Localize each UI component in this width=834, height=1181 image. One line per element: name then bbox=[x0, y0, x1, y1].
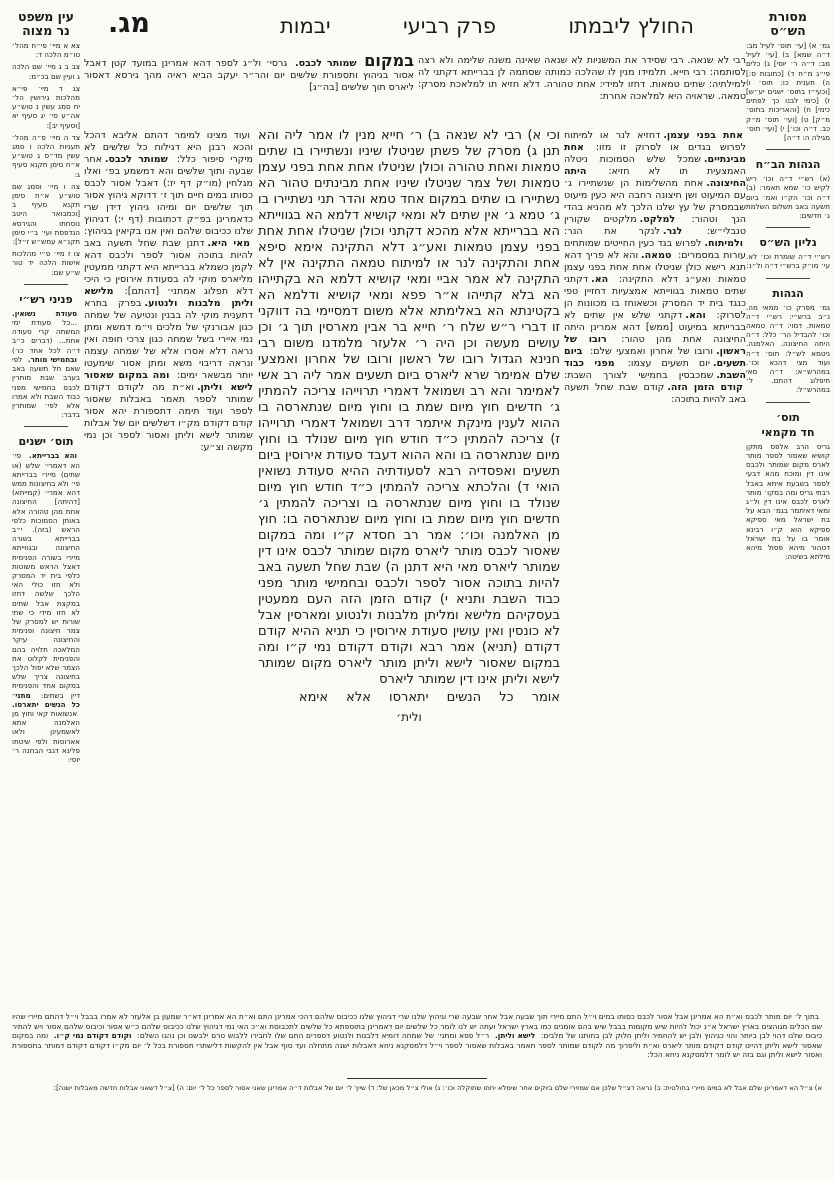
dibur-header: מלישא וליתן מלבנות ולנטוע. bbox=[84, 286, 253, 309]
dibur-text: דקתני שלש אין שתים לא בברייתא במיעוט [ממש] דהא אמרינן היתה החיצונה אחת מהן טהור: bbox=[564, 310, 746, 345]
dibur-header: ומה במקום שאסור לישא וליתן. bbox=[84, 370, 253, 393]
daf-number: מג. bbox=[108, 8, 150, 39]
dibur-header: היתה החיצונה. bbox=[564, 166, 746, 189]
dibur-header: ולמיתוח. bbox=[704, 238, 743, 249]
dibur-header: לישא וליתן. bbox=[494, 1031, 536, 1041]
dibur-header: סעודת נשואין. bbox=[12, 308, 77, 318]
masoret-hashas-refs: גמ׳ א) [עי׳ תוס׳ לעיל מב: ד״ה שמא] ב) [עי׳ לעיל מב: ד״ה ר׳ יוסי] ג) כלים פי״ג מ״ח ד) [כתובות ס:] ה) תענית כו: תוס׳ ו) [וכעי״ז בתוס׳ ישנים יע״ש] ז) [כימי לבנו כך לפתים כימי] ח) [והאריכות בתוס׳ מ״ק] ט) [ועי׳ תוס׳ מ״ק כב. ד״ה וכו׳] י) [ועי׳ תוס׳ מגילה ה: ד״ה] bbox=[746, 41, 830, 143]
dibur-header: אחת בפני עצמן. bbox=[663, 130, 743, 141]
dibur-header: והא. bbox=[685, 310, 706, 321]
footnote-divider bbox=[347, 1078, 487, 1079]
gilyon-hashas-body: רש״י ד״ה שומרת וכו׳ לא. עי׳ מו״ק ברש״י ד״ה ול״נ: bbox=[746, 252, 830, 271]
dibur-text: ורובו של אחרון ואמצעי שלם: bbox=[590, 346, 713, 357]
dibur-text: והא לא פריך דהא תנא רישא כולן שניטלו אחת אחת בפני עצמן טמאות ואע״ג דלא התקינה: bbox=[564, 250, 746, 285]
tosafot-chad-mikamai-title-line2: חד מקמאי bbox=[761, 425, 815, 439]
ein-mishpat-entry: צג ד מיי׳ פי״א מהלכות גירושין הל׳ יח סמג עשין נ טוש״ע אה״ע סי׳ יג סעיף יא [וסעיף יב]: bbox=[12, 83, 80, 130]
hagahot-body: גמ׳ מפרק כו׳ ממאי מה. נ״ב ברש״י: רש״י ד״ה טמאות. דמוי: ד״ה טמאה וכו׳ להבדיל הר׳ כלל: ד״ה היתה החיצונה. האלמנה. ניטמא לש״ל: תוס׳ ד״ה ועוד מצי דהכא וכו׳. במהרש״א: ד״ה מאי תיפלוג דהתם. ל׳ במהרש״ל: bbox=[746, 302, 830, 395]
left-margin-column bbox=[12, 10, 80, 764]
tosafot-column bbox=[84, 130, 253, 454]
dibur-text: פי׳ הא דאמרי׳ שלש (או שתים) מיירי בברייתא פי׳ ולא בחיצונות ממש דהא אמרי׳ (קמייתא) [דהיתה] החיצונה אחת מהן טהורה אלא באותן הסמוכות כלפי הראש (בזה). י״ב בברייתא בשורה החיצונה ובגווייתא מיירי בשורה הפנימית דאצל הראש משוטות כלפי בית יד המסרק ולא חזו כולי האי הלכך שלשה דחזו במקצת אבל שתים לא חזו מידי כי שתי שורות יש למסרק של צמר חיצונה ופנימית והחיצונה עיקר המלאכה תלויה בהם והפנימית לקלוט את הצמר שלא יפול הלכך בחיצונה צריך שלש במקום אחד והפנימית דיין בשתים: bbox=[12, 451, 80, 700]
ein-mishpat-title-line1: עין משפט bbox=[18, 9, 74, 24]
rashi-column bbox=[564, 130, 746, 406]
section-divider bbox=[24, 284, 68, 285]
ein-mishpat-entry: צו ז מיי׳ פ״י מהלכות אישות הלכה יד טור ש״ע שם: bbox=[12, 249, 80, 277]
dibur-text: אחר שבעה ותוך שלשים והא דמשמע בפ׳ ואלו מגלחין (מו״ק דף יז:) דאבל אסור לכבס כסותו במים חיים תוך ז׳ דדוקא גיהוץ אסור תוך שלשים יום ומיהו גיהוץ דידן שרי כדאמרינן בפ״ק דכתובות (דף י:) דגיהוץ שלנו ככיבוס שלהם ואין אנו בקיאין בגיהוץ: bbox=[84, 154, 253, 237]
ein-mishpat-entry: צד ה מיי׳ פ״ה מהל׳ תעניות הלכה ו סמג עשין מד״ס ג טוש״ע א״ח סימן תקנא סעיף ג: bbox=[12, 132, 80, 179]
ein-mishpat-entry: צה ו מיי׳ וסמג שם טוש״ע א״ח סימן תקנא סעיף ב [וכמבואר היטב נוסחתו והגירסא הנדפסת ועי׳ ב״י סימן תקנ״א עמש״ש ז״ל]: bbox=[12, 181, 80, 247]
dibur-text: דקתני שתים טמאות בגווייתא אמצעיות דחזיין טפי כנגד בית יד המסרק וכשאוחז בו מכוונות הן לסרוק: bbox=[564, 274, 746, 321]
ein-mishpat-entry: צא א מיי׳ פי״ח מהל׳ טו״מ הלכה ד: bbox=[12, 41, 80, 60]
dibur-header: למלקט. bbox=[639, 214, 676, 225]
dibur-text: ועוד מצינו למימר דהתם אליבא דהכל והכא רבנן היא דגילוח כל שלשים לא מיקרי סיפור כלל: bbox=[84, 130, 253, 165]
dibur-text: ומה במקום שאסור לישא וליתן דהיינו קודם דקודם מותר ליארס וא״ת וליפרוך מה לקודם שמותר לספר תאמר באבלות שאסור לספר וי״ל דלמסקנא ניחא דאבלות ישנה מתחלה ועד סוף אבל אין להקשות דלישתרי תספורת בכל ל׳ יום מק״ו דקודם דקודם דמותר בתספורת ואסור לישא וליתן וגם בזה יש לומר דלמסקנא ניחא הכל: bbox=[12, 1031, 822, 1060]
dibur-header: והא בברייתא. bbox=[29, 451, 77, 461]
dibur-text: לפי שאם חל תשעה באב בערב שבת מותרין לכבס בחמישי מפני כבוד השבת ולא אמרו אלא לפי׳ שמותרין בדבר: bbox=[12, 354, 80, 420]
dibur-text: גרסי׳ ול״ג לספר דהא אמרינן במועד קטן דאבל אסור בגיהוץ ותספורת שלשים יום והר״ר יעקב הביא ראיה מהך גירסא דאסור ליארס תוך שלשים [בה״ג] bbox=[84, 58, 414, 93]
tosafot-chad-mikamai-body: גריס הרב אלפס מתקן קושיא שאסור לספר מותר לארס מקום שמותר ולכבס אינו דין ומוכח מהא דבעי לספר בשבעת איתא באבל רבתי גריס ומה במקו׳ מותר לארס לכבס אינו דין ול״ג ומאי דאיתמר בגמ׳ הבא על בת ישראל מאי ספיקא ספיקא הוא ק״ו רבינא אומר בו על בת ישראל דטהור מיהא פסול מיהא מילתא בשיטה: bbox=[746, 441, 830, 562]
gemara-text: וכי א) רבי לא שנאה ב) ר׳ חייא מנין לו אמר ליה והא תנן ג) מסרק של פשתן שניטלו שיניו ונשתיירו בו שתים טמאות ואחת טהורה וכולן שניטלו אחת אחת בפני עצמן טמאות ושל צמר שניטלו שיניו אחת מבינתים טהור הא נשתיירו בו שתים במקום אחד טמא והדר תני נשתיירו בו ג׳ טמא ג׳ אין שתים לא ומאי קושיא דלמא הא בגווייתא הא בברייתא אלא מהכא דקתני וכולן שניטלו אחת אחת בפני עצמן טמאות ואע״ג דלא התקינה אימא סיפא אחת והתקינה לנר או למיתוח טמאה התקינה אין לא התקינה לא אמר אביי ומאי קושיא דלמא הא בקתייהו הא בלא קתייהו א״ר פפא ומאי קושיא ודלמא הא בקטינתא הא באלימתא אלא משום דמסיימי בה דווקני זו דברי ר״ש שלח ר׳ חייא בר אבין מארסין תוך ג׳ וכן עושים מעשה וכן היה ר׳ אלעזר מלמדנו משום רבי חנינא הגדול רובו של ראשון ורובו של אחרון ואמצעי שלם אמימר שרא ליארס ביום תשעים אמר ליה רב אשי לאמימר והא רב ושמואל דאמרי תרוייהו צריכה להמתין ג׳ חדשים חוץ מיום שמת בו וחוץ מיום שנתארסה בו ההוא לענין מינקת איתמר דרב ושמואל דאמרי תרוייהו ז) צריכה להמתין כ״ד חודש חוץ מיום שנולד בו וחוץ מיום שנתארסה בו והא ההוא דעבד סעודת אירוסין ביום תשעים ואפסדיה רבא לסעודתיה ההיא סעודת נשואין הואי ד) והלכתא צריכה להמתין כ״ד חודש חוץ מיום שנולד בו וחוץ מיום שנתארסה בו וצריכה להמתין ג׳ חדשים חוץ מיום שמת בו וחוץ מיום שנתארסה בו: חוץ מן האלמנה וכו׳: אמר רב חסדא ק״ו ומה במקום שאסור לכבס מותר ליארס מקום שמותר לכבס אינו דין שמותר ליארס מאי היא דתנן ה) שבת שחל תשעה באב להיות בתוכה אסור לספר ולכבס ובחמישי מותר מפני כבוד השבת ותניא י) קודם הזמן הזה העם ממעטין בעסקיהם מלישא ומליתן מלבנות ולנטוע ומארסין אבל לא כונסין ואין עושין סעודת אירוסין כי תניא ההיא קודם דקודם (תניא) אמר רבא וקודם דקודם נמי ק״ו ומה במקום שאסור לישא וליתן מותר ליארס מקום שמותר לישא וליתן אינו דין שמותר ליארס bbox=[258, 128, 560, 687]
bottom-overflow-block bbox=[12, 1012, 822, 1060]
dibur-text: בתוך ל׳ יום מותר לכבס וא״ת הא אמרינן אבל אסור לכבס כסותו במים וי״ל התם מיירי תוך שבעה אבל אחר שבעה שרי וגיהוץ שלנו שרי דגיהוץ שלנו ככיבוס שלהם דהכי אמרינן התם וא״ת הא אמרינן דא״ר שמעון בן אלעזר לא אמרו בבבל וי״ל דהתם מיירי שהיו שם הכלים מגוהצים בארץ ישראל א״נ יכול להיות שיש מקומות בבבל שיש בהם אומנים כמו בארץ ישראל ועתה יש לנו לומר כל שלשים יום דאמרינן בתוספתא כל שלשים לתכבוסת וא״כ האי נמי דגיהוץ שלנו ככיבוס שלהם כ״ש אסור וכיבוס שלהם אסור ויש להתיר כיבוס שלנו דהוי לבן ביותר והוי כגיהוץ ולבן יש להחמיר וליתן חלוק לבן בחותנו של מלבים: bbox=[12, 1012, 823, 1041]
gemara-column bbox=[258, 128, 560, 724]
dibur-header: מפני כבוד השבת. bbox=[564, 358, 746, 381]
dibur-header: ביום תשעים. bbox=[564, 346, 746, 369]
hagahot-title: הגהות bbox=[772, 286, 804, 300]
hagahot-bach-body: (א) רש״י ד״ה וכו׳ ריש לקיש כו׳ שמא תאמר: (ב) ד״ה וכו׳ הק״ו ואמ׳ ביום תשעה באב תשלום השלמת ג׳ חדשים: bbox=[746, 174, 830, 221]
gemara-catchword: ולית׳ bbox=[396, 710, 422, 724]
dibur-header: שמותר לכבס. bbox=[104, 154, 168, 165]
dibur-text: דחזיא לנר או למיתוח לפרוש בגדים או לסרוק זו מזו: bbox=[564, 130, 746, 153]
masthead bbox=[280, 14, 694, 38]
tosafot-top-block bbox=[84, 51, 414, 94]
masoret-hashas-title-line1: מסורת bbox=[769, 9, 807, 24]
dibur-header: ובחמישי מותר. bbox=[27, 354, 77, 364]
chapter-title: החולץ ליבמתו bbox=[568, 14, 694, 38]
masoret-hashas-title-line2: הש״ס bbox=[770, 23, 806, 38]
dibur-text: יום תשעים עצמו: bbox=[627, 358, 710, 369]
dibur-text: אנשואות קאי וחוץ מן האלמנה אתא לאשמעינן ולאו אארוסות ולפי שיטתו פליגא דגבי הבחנה ר׳ יוסי: bbox=[12, 709, 80, 765]
dibur-header: רובו של ראשון. bbox=[564, 334, 746, 357]
section-divider bbox=[766, 278, 810, 279]
dibur-header: אחת מבינתיים. bbox=[564, 142, 746, 165]
masechet-title: יבמות bbox=[280, 14, 331, 38]
ein-mishpat-title-line2: נר מצוה bbox=[22, 23, 70, 38]
section-divider bbox=[24, 426, 68, 427]
dibur-header: שמותר לכבס. bbox=[295, 58, 357, 69]
dibur-header: מתני׳ כל הנשים יתארסו. bbox=[12, 690, 80, 709]
dibur-header: הא. bbox=[591, 274, 609, 285]
dibur-text: וא״ת מה לקודם דקודם שמותר לספר תאמר באבלות שאסור לספר ועוד תימה דתספורת יהא אסור קודם דקודם מק״ו דשלשים יום של אבלות שמותר לישא וליתן ואסור לספר וכן נמי מקשה וצ״ע: bbox=[84, 382, 253, 453]
ein-mishpat-entry: צב ב ג מיי׳ שם הלכה ג ועיין שם בכ״מ: bbox=[12, 62, 80, 81]
hagahot-bach-title: הגהות הב״ח bbox=[755, 158, 821, 172]
pninei-rashi-title: פניני רש״י bbox=[19, 292, 73, 306]
rashi-top-block: רבי לא שנאה. רבי שסידר את המשניות לא שנאה שאינה משנה שלימה ולא רצה לסותמה: רבי חייא. תלמידו מנין לו שהלכה כמותה שסתמה לן בברייתא דקתני לה למילתיה: שתים טמאות. דחזו למידי: אחת טהורה. דלא חזיא תו למלאכת מסרק: טמאה. שראויה היא למלאכה אחרת: bbox=[418, 55, 746, 102]
tosafot-yeshanim-body bbox=[12, 451, 80, 764]
dibur-text: שמכל שלש הסמוכות ניטלה האמצעית תו לא חזיא: bbox=[564, 154, 746, 177]
dibur-text: בפרק בתרא דתענית מוקי לה בבנין ונטיעה של שמחה כגון אבורנקי של מלכים וי״מ דמשא ומתן נמי איירי בשל שמחה כגון צרכי חופה ואין נראה דלא אסרו אלא של שמחה עצמה ונראה דריבוי משא ומתן אסור שימעטו יותר מבשאר ימים: bbox=[84, 298, 254, 381]
section-divider bbox=[766, 402, 810, 403]
dibur-header: לנר. bbox=[662, 226, 683, 237]
dibur-header: וקודם דקודם נמי ק״ו. bbox=[53, 1031, 132, 1041]
dibur-text: לפרוש בגד כעין החייטים שמותחים עורות במסמרים: bbox=[564, 238, 746, 261]
dibur-text: דתנן שבת שחל תשעה באב להיות בתוכה אסור לספר ולכבס דהא לקמן כשמלא בברייתא היא דקתני ממעטין מליארס מוקי לה בסעודת אירוסין כי היכי דלא תפלוג אמתני׳ [דהתם]: bbox=[84, 238, 253, 297]
dibur-header: טמאה. bbox=[641, 250, 672, 261]
pninei-rashi-body bbox=[12, 309, 80, 419]
footnotes: א) צ״ל הא דאמרינן שלם אבל לא במים מיירי בחולטית: ב) נראה דצ״ל שלכן אם שמזירי שלם ביוקים אחר שימלא יחתו שתוקלה וכו׳: ג) אולי צ״ל מכאן של: ד) שייך ל׳ יום של אבלות ד״ה אמרינן שאני אסור לספר כל ל׳ יום: ה) [צ״ל דשאני אבלות חדשה מאבלות ישנה]: bbox=[53, 1084, 822, 1092]
tosafot-yeshanim-title: תוס׳ ישנים bbox=[18, 435, 74, 449]
dibur-text: לנקר את הנר: bbox=[564, 226, 660, 237]
dibur-text: שמכבסין בחמישי לצורך השבת: bbox=[564, 370, 714, 381]
perek-title: פרק רביעי bbox=[402, 14, 497, 38]
dibur-header: מאי היא. bbox=[207, 238, 250, 249]
dibur-text: קודם שבת שחל תשעה באב להיות בתוכה: bbox=[564, 382, 746, 405]
right-margin-column bbox=[746, 10, 830, 561]
tosafot-chad-mikamai-title-line1: תוס׳ bbox=[776, 410, 800, 424]
dibur-text: ...כל סעודת ימי המשתה קרי סעודה אחת... (דברים כ״ב ד״ה לכל אחד כו׳) bbox=[12, 318, 80, 355]
dibur-text: מלקטים שקורין טנבלי״ש: bbox=[564, 214, 746, 237]
dibur-text: אחת מהשלימות הן שנשתיירו ג׳ עם המיעוט ושן חיצונה רחבה היא כעין מיעוט שבמסרק של עץ שלנו הלכך לא מהניא בהדי הנך וטהור: bbox=[564, 178, 746, 225]
dibur-text: ר״ל פפא ומתני׳ של שמחה דומיא דלבנות ולנטוע דספרים התם שלו לחבירו ללבוש טרם ילבשנו וכן נהגו השלם: bbox=[137, 1031, 490, 1041]
tosafot-opening-word: במקום bbox=[364, 51, 414, 70]
section-divider bbox=[766, 149, 810, 150]
gemara-spread-line: אומר כל הנשים יתארסו אלא אימא bbox=[298, 690, 560, 705]
gilyon-hashas-title: גליון הש״ס bbox=[759, 236, 817, 250]
dibur-header: קודם הזמן הזה. bbox=[667, 382, 743, 393]
section-divider bbox=[766, 227, 810, 228]
